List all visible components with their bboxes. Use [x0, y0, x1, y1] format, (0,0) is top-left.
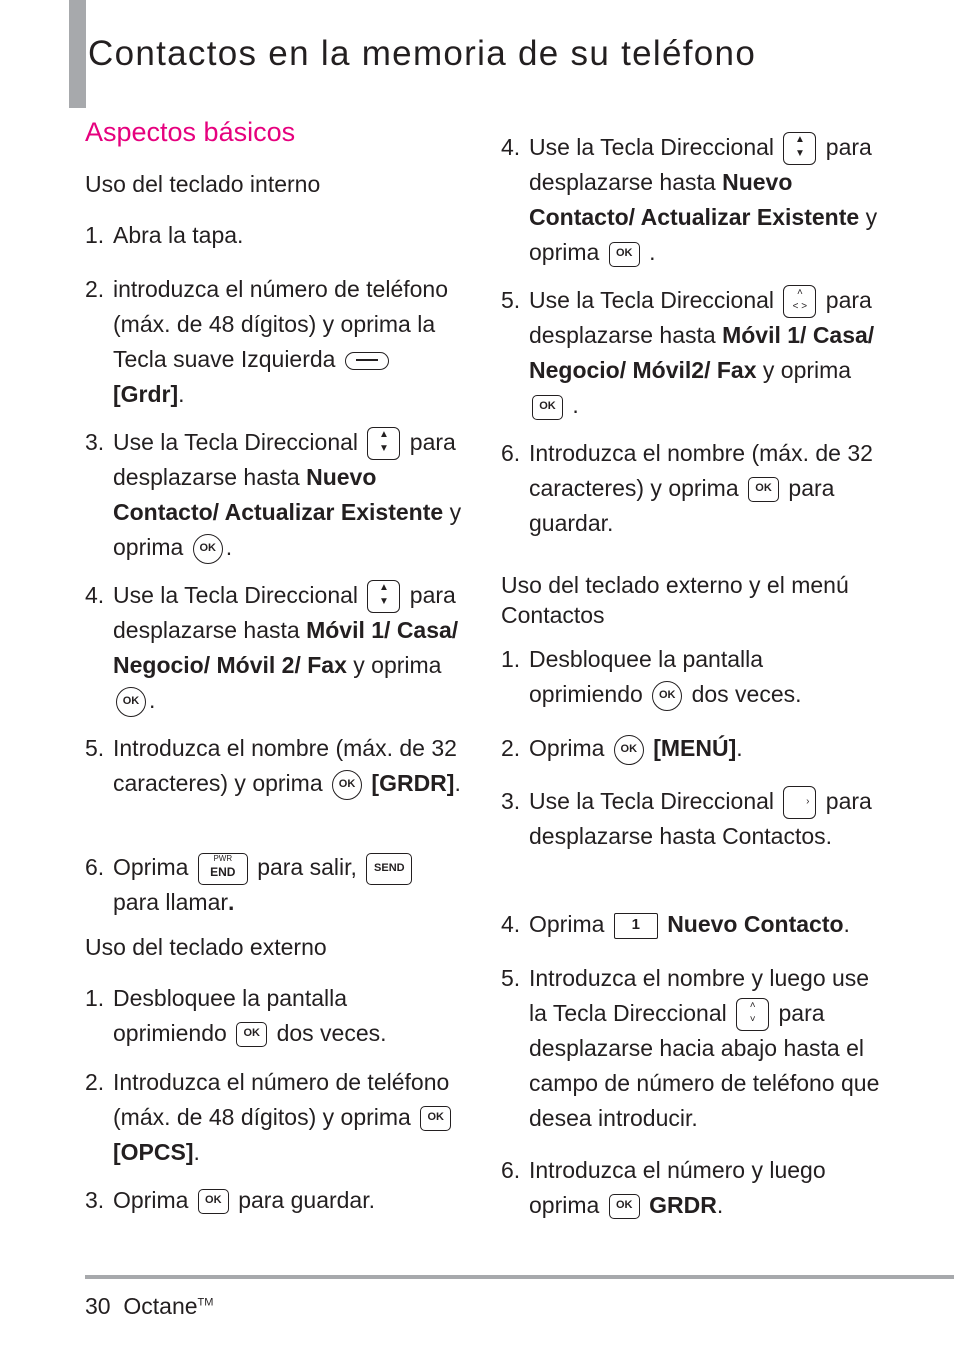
subheading-external-keypad: Uso del teclado externo [85, 934, 327, 960]
ok-key-icon: OK [614, 735, 644, 765]
page-number: 30 [85, 1293, 111, 1319]
section-title: Aspectos básicos [85, 117, 296, 147]
list-item: 4. Use la Tecla Direccional ▲ ▼ para desplazarse hasta Nuevo Contacto/ Actualizar Existente y oprima OK . [501, 134, 878, 266]
nav-up-down-icon: ▲ ▼ [367, 427, 400, 460]
list-item: 6. Oprima PWR END para salir, SEND para llamar. [85, 850, 465, 920]
ok-key-icon: OK [652, 681, 682, 711]
left-soft-key-icon [345, 352, 389, 370]
page-footer [85, 1293, 213, 1320]
nav-four-way-icon: ˄ ˂ ˃ [783, 285, 816, 318]
list-item: 3. Use la Tecla Direccional ▲ ▼ para desplazarse hasta Nuevo Contacto/ Actualizar Existente y oprima OK . [85, 425, 465, 565]
ok-key-icon: OK [198, 1189, 229, 1214]
ok-key-icon: OK [236, 1022, 267, 1047]
list-item: 4. Use la Tecla Direccional ▲ ▼ para desplazarse hasta Móvil 1/ Casa/ Negocio/ Móvil 2/ Fax y oprima OK . [85, 578, 465, 718]
nav-right-icon: › [783, 786, 816, 819]
ok-key-icon: OK [609, 1194, 640, 1219]
ok-key-icon: OK [193, 534, 223, 564]
list-item: 5. Use la Tecla Direccional ˄ ˂ ˃ para desplazarse hasta Móvil 1/ Casa/ Negocio/ Móvil2/ Fax y oprima OK . [501, 287, 875, 419]
list-item: 5. Introduzca el nombre y luego use la Tecla Direccional ˄ ˅ para desplazarse hacia abajo hasta el campo de número de teléfono que desea introducir. [501, 965, 880, 1132]
list-item: 1. Desbloquee la pantalla oprimiendo OK dos veces. [501, 642, 881, 712]
ok-key-icon: OK [116, 687, 146, 717]
nav-up-down-icon: ▲ ▼ [367, 580, 400, 613]
list-item: 6. Introduzca el número y luego oprima OK GRDR. [501, 1157, 826, 1218]
list-item: 1. Desbloquee la pantalla oprimiendo OK dos veces. [85, 985, 387, 1046]
list-item: 6. Introduzca el nombre (máx. de 32 caracteres) y oprima OK para guardar. [501, 440, 873, 536]
end-key-icon: PWR END [198, 853, 248, 885]
list-item: 2. Introduzca el número de teléfono (máx. de 48 dígitos) y oprima OK [OPCS]. [85, 1069, 450, 1165]
list-item: 3. Oprima OK para guardar. [85, 1187, 376, 1213]
list-item: 1. Abra la tapa. [85, 222, 244, 248]
title-accent-bar [69, 0, 86, 108]
one-key-icon: 1 [614, 913, 658, 939]
list-item: 2. introduzca el número de teléfono (máx. de 48 dígitos) y oprima la Tecla suave Izquierda [Grdr]. [85, 276, 448, 407]
ok-key-icon: OK [748, 477, 779, 502]
list-item: 5. Introduzca el nombre (máx. de 32 caracteres) y oprima OK [GRDR]. [85, 731, 465, 801]
list-item: 2. Oprima OK [MENÚ]. [501, 731, 881, 766]
nav-up-down-icon: ▲ ▼ [783, 132, 816, 165]
trademark: TM [197, 1296, 214, 1309]
list-item: 3. Use la Tecla Direccional › para desplazarse hasta Contactos. [501, 788, 872, 850]
list-item: 4. Oprima 1 Nuevo Contacto. [501, 911, 850, 937]
footer-rule [85, 1275, 954, 1279]
ok-key-icon: OK [420, 1106, 451, 1131]
ok-key-icon: OK [532, 395, 563, 420]
page-title: Contactos en la memoria de su teléfono [88, 34, 757, 73]
subheading-internal-keypad: Uso del teclado interno [85, 171, 321, 197]
ok-key-icon: OK [332, 770, 362, 800]
nav-up-down-icon: ˄ ˅ [736, 998, 769, 1031]
send-key-icon: SEND [366, 853, 412, 885]
subheading-external-menu-contacts: Uso del teclado externo y el menú Contactos [501, 572, 849, 628]
product-name: Octane [123, 1293, 198, 1319]
ok-key-icon: OK [609, 242, 640, 267]
